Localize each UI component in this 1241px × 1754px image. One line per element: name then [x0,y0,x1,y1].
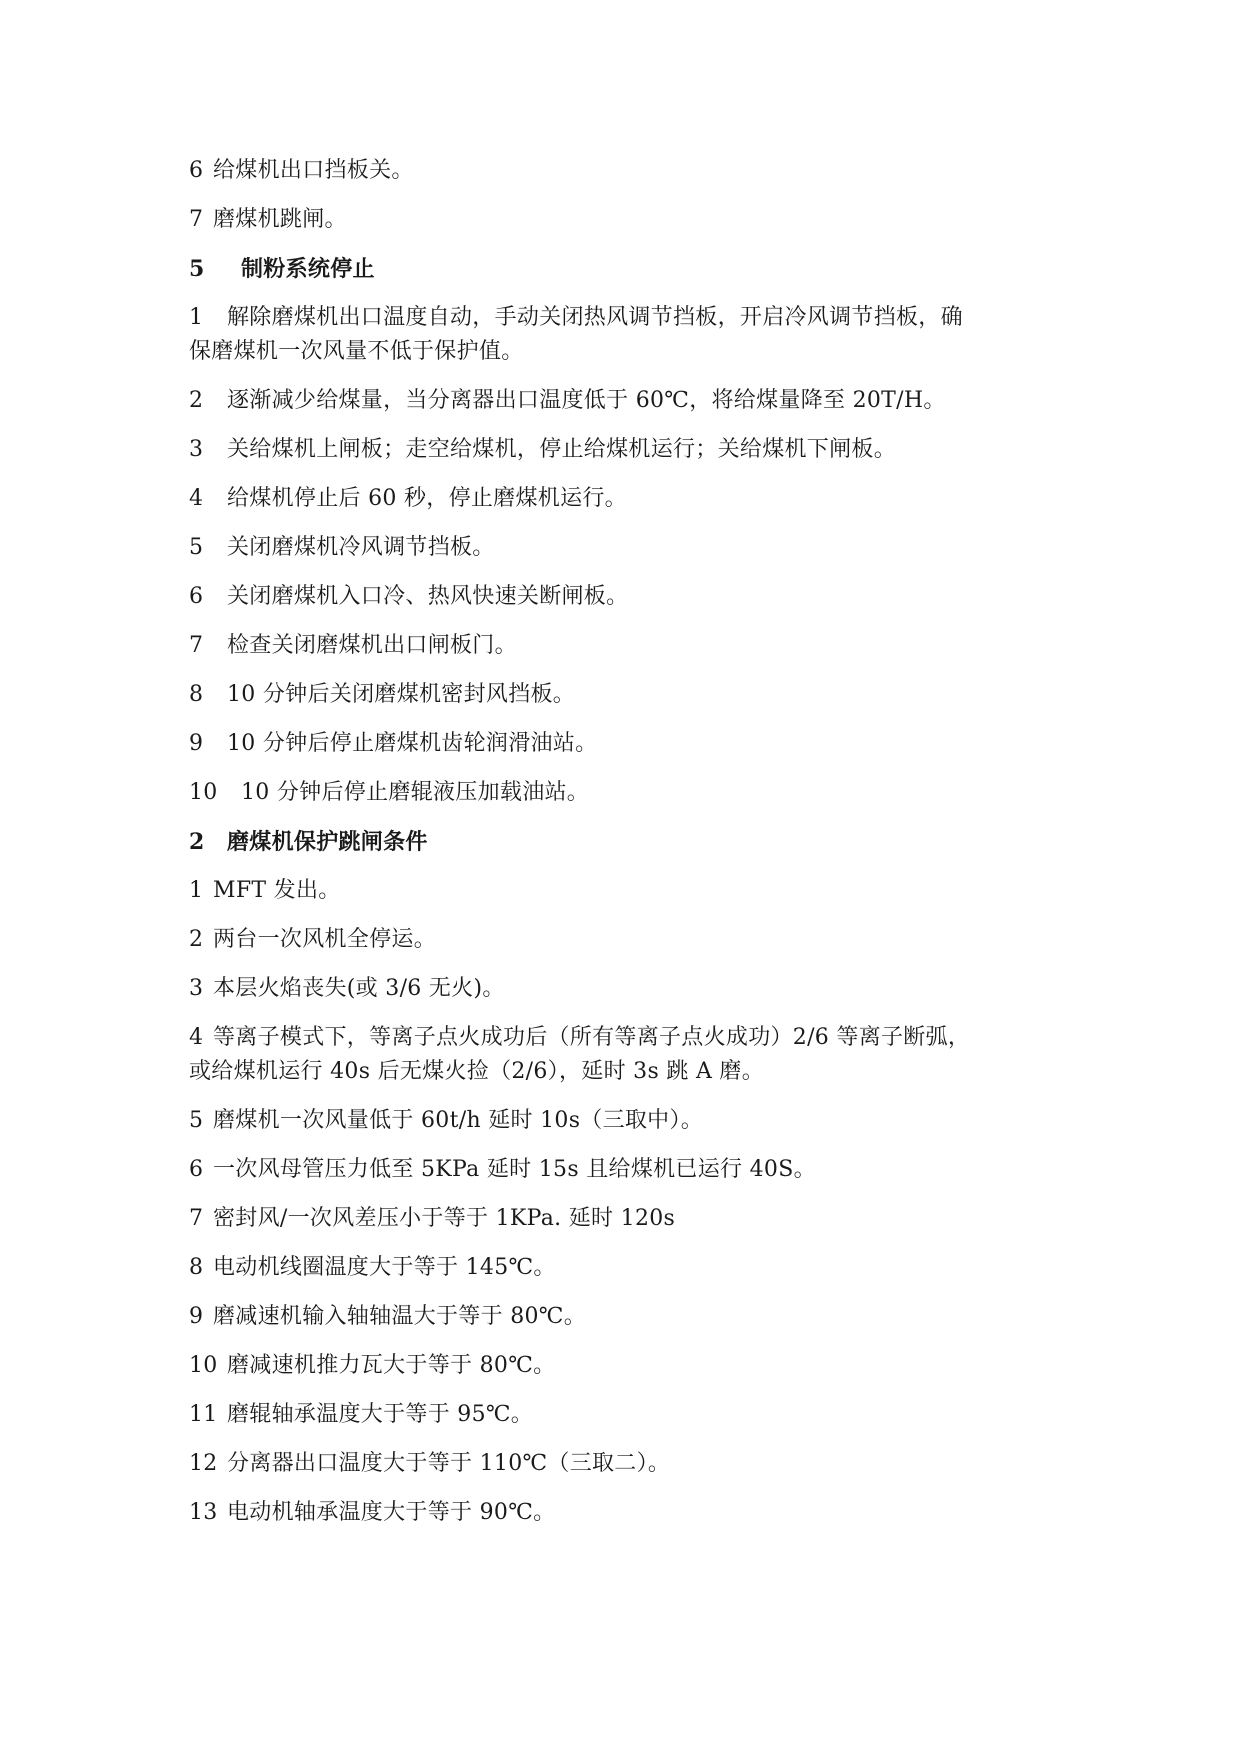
list-item [189,972,1069,1006]
item-number: 7 [189,207,204,232]
item-number: 6 [189,158,204,183]
list-item [189,531,1069,565]
item-number: 1 [189,305,204,330]
heading-number: 2 [189,829,205,855]
item-text: 两台一次风机全停运。 [213,927,437,952]
item-number: 4 [189,1025,204,1050]
item-number: 8 [189,1255,204,1280]
list-item [189,154,1069,188]
item-text: MFT 发出。 [213,878,341,903]
section-heading [189,252,1069,286]
item-number: 4 [189,486,204,511]
item-text: 10 分钟后关闭磨煤机密封风挡板。 [227,682,576,707]
item-number: 5 [189,1108,204,1133]
list-item [189,384,1069,418]
item-text: 电动机线圈温度大于等于 145℃。 [213,1255,556,1280]
list-item [189,1153,1069,1187]
item-number: 1 [189,878,204,903]
section-heading [189,825,1069,859]
item-text: 关给煤机上闸板；走空给煤机，停止给煤机运行；关给煤机下闸板。 [227,437,897,462]
item-text: 关闭磨煤机冷风调节挡板。 [227,535,495,560]
item-number: 12 [189,1451,218,1476]
item-text: 磨辊轴承温度大于等于 95℃。 [227,1402,534,1427]
item-number: 3 [189,976,204,1001]
item-number: 7 [189,1206,204,1231]
list-item [189,1496,1069,1530]
item-text: 电动机轴承温度大于等于 90℃。 [227,1500,556,1525]
item-text: 关闭磨煤机入口冷、热风快速关断闸板。 [227,584,629,609]
item-number: 3 [189,437,204,462]
item-number: 11 [189,1402,218,1427]
item-text: 分离器出口温度大于等于 110℃（三取二）。 [227,1451,671,1476]
item-text: 磨煤机一次风量低于 60t/h 延时 10s（三取中）。 [213,1108,704,1133]
heading-text: 制粉系统停止 [241,256,375,282]
item-text: 等离子模式下，等离子点火成功后（所有等离子点火成功）2/6 等离子断弧， [213,1025,971,1050]
item-number: 10 [189,1353,218,1378]
item-text: 磨减速机输入轴轴温大于等于 80℃。 [213,1304,586,1329]
list-item [189,923,1069,957]
document-body [189,154,1069,1545]
list-item [189,1104,1069,1138]
item-text: 一次风母管压力低至 5KPa 延时 15s 且给煤机已运行 40S。 [213,1157,816,1182]
item-text: 保磨煤机一次风量不低于保护值。 [189,339,524,364]
item-text: 或给煤机运行 40s 后无煤火捡（2/6），延时 3s 跳 A 磨。 [189,1059,765,1084]
list-item-continuation [189,1055,1069,1089]
item-number: 6 [189,584,204,609]
item-text: 给煤机出口挡板关。 [213,158,414,183]
list-item [189,482,1069,516]
item-text: 10 分钟后停止磨煤机齿轮润滑油站。 [227,731,598,756]
item-text: 给煤机停止后 60 秒，停止磨煤机运行。 [227,486,627,511]
item-number: 6 [189,1157,204,1182]
list-item [189,874,1069,908]
list-item [189,727,1069,761]
item-text: 10 分钟后停止磨辊液压加载油站。 [241,780,590,805]
item-number: 2 [189,388,204,413]
item-text: 密封风/一次风差压小于等于 1KPa. 延时 120s [213,1206,676,1231]
heading-number: 5 [189,256,205,282]
list-item [189,433,1069,467]
item-text: 解除磨煤机出口温度自动，手动关闭热风调节挡板，开启冷风调节挡板，确 [227,305,963,330]
item-text: 逐渐减少给煤量，当分离器出口温度低于 60℃，将给煤量降至 20T/H。 [227,388,946,413]
item-text: 检查关闭磨煤机出口闸板门。 [227,633,517,658]
list-item [189,1300,1069,1334]
list-item [189,1021,1069,1055]
list-item [189,580,1069,614]
list-item-continuation [189,335,1069,369]
list-item [189,203,1069,237]
item-number: 8 [189,682,204,707]
item-number: 5 [189,535,204,560]
list-item [189,1349,1069,1383]
item-number: 9 [189,1304,204,1329]
item-number: 10 [189,780,218,805]
item-number: 7 [189,633,204,658]
list-item [189,1251,1069,1285]
list-item [189,678,1069,712]
list-item [189,1398,1069,1432]
item-number: 2 [189,927,204,952]
list-item [189,1447,1069,1481]
item-text: 磨煤机跳闸。 [213,207,347,232]
list-item [189,301,1069,335]
item-number: 13 [189,1500,218,1525]
list-item [189,629,1069,663]
list-item [189,776,1069,810]
heading-text: 磨煤机保护跳闸条件 [227,829,428,855]
item-text: 磨减速机推力瓦大于等于 80℃。 [227,1353,556,1378]
list-item [189,1202,1069,1236]
item-number: 9 [189,731,204,756]
item-text: 本层火焰丧失(或 3/6 无火)。 [213,976,505,1001]
